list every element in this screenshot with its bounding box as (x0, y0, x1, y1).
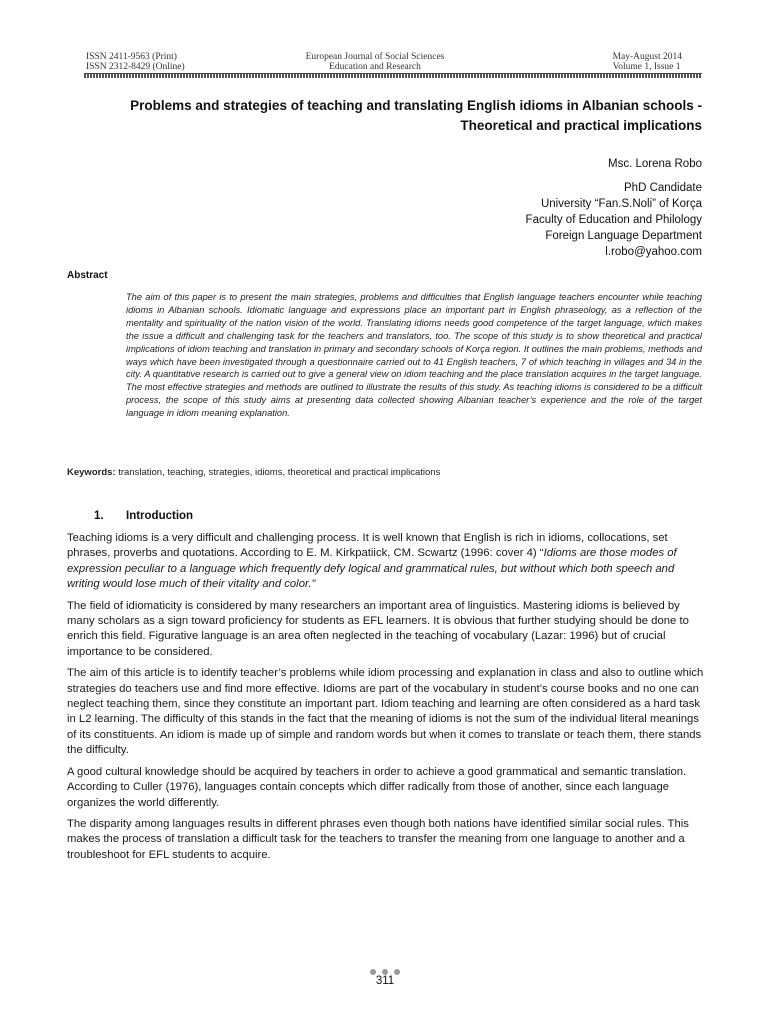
title-line-1: Problems and strategies of teaching and translating English idioms in Albanian schools - (130, 98, 702, 113)
paragraph-text: Teaching idioms is a very difficult and challenging process. It is well known that English is rich in idioms, collocations, set phrases, proverbs and quotations. According to E. M. Kirkpatiick, CM. Scwartz (1996: cover 4) “ (67, 532, 668, 560)
header-divider (84, 73, 702, 78)
keywords-text: translation, teaching, strategies, idioms, theoretical and practical implications (115, 467, 441, 478)
issn-online: ISSN 2312-8429 (Online) (86, 62, 185, 72)
journal-subtitle: Education and Research (329, 62, 421, 72)
page-number: 311 (375, 975, 395, 987)
paragraph (67, 531, 707, 593)
paragraph: A good cultural knowledge should be acquired by teachers in order to achieve a good grammatical and semantic translation. According to Culler (1976), languages contain concepts which differ radically from those of another, since each language organizes the world differently. (67, 765, 687, 809)
author-role: PhD Candidate (624, 182, 702, 194)
body-text (67, 531, 707, 869)
section-number: 1. (94, 510, 104, 522)
keywords-label: Keywords: (67, 467, 116, 478)
issue-date: May-August 2014 (612, 52, 682, 62)
author-faculty: Faculty of Education and Philology (525, 214, 702, 226)
author-block (302, 156, 702, 260)
keywords (67, 467, 707, 478)
author-university: University “Fan.S.Noli” of Korça (540, 198, 702, 210)
paragraph: The disparity among languages results in different phrases even though both nations have identified similar social rules. This makes the process of translation a difficult task for the teachers to transfer the meaning from one language to another and a troubleshoot for EFL students to acquire. (67, 817, 689, 861)
paragraph: The field of idiomaticity is considered by many researchers an important area of linguistics. Mastering idioms is believed by many scholars as a sign toward proficiency for students as EFL learners. It is obvious that further studying should be done to enrich this field. Figurative language is an area often neglected in the teaching of vocabulary (Lazar: 1996) but of crucial importance to be considered. (67, 599, 689, 658)
abstract-heading: Abstract (67, 270, 108, 281)
header-issue (613, 52, 682, 72)
journal-name: European Journal of Social Sciences (305, 52, 445, 62)
issn-print: ISSN 2411-9563 (Print) (86, 52, 177, 62)
title-line-2: Theoretical and practical implications (460, 118, 702, 133)
header-journal (250, 52, 500, 72)
section-heading (94, 510, 193, 522)
abstract-text: The aim of this paper is to present the main strategies, problems and difficulties that English language teachers encounter while teaching idioms in Albanian schools. Idiomatic language and expressions place an important part in English phraseology, as a reflection of the mentality and spirituality of the nation vision of the world. Translating idioms needs good competence of the target language, which makes the issue a difficult and challenging task for the teachers and translators, too. The scope of this study is to show theoretical and practical implications of idiom teaching and translation in primary and secondary schools of Korça region. It outlines the main problems, methods and ways which have been investigated through a questionnaire carried out to 41 English teachers, 7 of which teaching in villages and 34 in the city. A quantitative research is carried out to give a general view on idiom teaching and the place translation acquires in the target language. The most effective strategies and methods are outlined to illustrate the results of this study. As teaching idioms is considered to be a difficult process, the scope of this study aims at presenting data collected showing Albanian teacher’s experience and the role of the target language in idiom meaning explanation. (126, 292, 702, 419)
author-name: Msc. Lorena Robo (608, 158, 702, 170)
paper-title (84, 96, 702, 136)
author-department: Foreign Language Department (545, 230, 702, 242)
section-title: Introduction (126, 510, 194, 522)
paragraph: The aim of this article is to identify teacher’s problems while idiom processing and explanation in class and also to outline which strategies do teachers use and find more effective. Idioms are part of the vocabulary in student’s course books and no one can neglect teaching them, since they constitute an important part. Idiom teaching and learning are often considered as a hard task in L2 learning. The difficulty of this stands in the fact that the meaning of idioms is not the sum of the individual literal meanings of its constituents. An idiom is made up of simple and random words but when it comes to translate or teach them, there stands the difficulty. (67, 667, 704, 757)
issue-volume: Volume 1, Issue 1 (612, 62, 681, 72)
header-issn (86, 52, 185, 72)
author-email: l.robo@yahoo.com (605, 246, 702, 258)
idiom-quote: Idioms are those modes of expression peculiar to a language which frequently defy logical and grammatical rules, but without which both speech and writing would lose much of their vitality and color.” (67, 547, 677, 591)
